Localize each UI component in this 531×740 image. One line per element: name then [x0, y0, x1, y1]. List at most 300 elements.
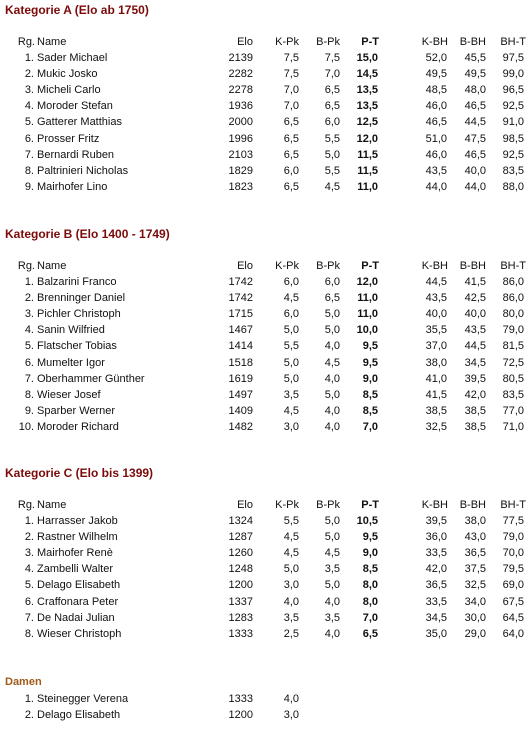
cell-name: Paltrinieri Nicholas — [37, 164, 129, 177]
cell-bbh: 41,5 — [464, 276, 486, 288]
cell-bht: 80,5 — [502, 372, 524, 385]
cell-elo: 1200 — [228, 709, 253, 722]
cell-bbh: 43,0 — [464, 531, 486, 544]
cell-bht: 99,0 — [502, 68, 524, 81]
cell-bbh: 47,5 — [464, 132, 486, 145]
column-header-elo: Elo — [237, 260, 253, 272]
cell-name: Sparber Werner — [37, 404, 116, 417]
cell-elo: 1333 — [228, 693, 253, 705]
cell-bbh: 38,5 — [464, 420, 486, 433]
cell-bbh: 49,5 — [464, 68, 486, 81]
cell-rg: 3. — [24, 84, 34, 97]
table-row — [0, 355, 531, 371]
cell-bpk: 3,5 — [324, 563, 340, 576]
cell-name: Balzarini Franco — [37, 276, 117, 288]
cell-bpk: 5,5 — [324, 132, 340, 145]
cell-bht: 81,5 — [502, 340, 524, 353]
cell-kbh: 32,5 — [425, 420, 447, 433]
cell-elo: 1518 — [228, 356, 253, 369]
cell-name: Craffonara Peter — [37, 595, 119, 608]
cell-pt: 9,5 — [362, 356, 378, 369]
cell-bpk: 5,0 — [324, 388, 340, 401]
table-row — [0, 561, 531, 577]
cell-pt: 14,5 — [356, 68, 378, 81]
cell-bbh: 38,5 — [464, 404, 486, 417]
cell-rg: 7. — [24, 611, 34, 624]
cell-name: Sader Michael — [37, 52, 108, 64]
cell-rg: 3. — [24, 308, 34, 321]
cell-bpk: 7,5 — [324, 52, 340, 64]
cell-bht: 79,0 — [502, 324, 524, 337]
cell-bht: 98,5 — [502, 132, 524, 145]
table-row — [0, 626, 531, 642]
cell-rg: 8. — [24, 627, 34, 640]
cell-bbh: 44,5 — [464, 116, 486, 129]
cell-bht: 97,5 — [502, 52, 524, 64]
cell-rg: 1. — [24, 52, 34, 64]
cell-pt: 11,5 — [357, 148, 378, 161]
cell-pt: 8,0 — [362, 595, 378, 608]
cell-bht: 64,5 — [502, 611, 524, 624]
cell-elo: 1200 — [228, 579, 253, 592]
cell-name: Prosser Fritz — [37, 132, 100, 145]
table-row — [0, 82, 531, 98]
cell-kpk: 4,5 — [283, 547, 299, 560]
cell-kbh: 37,0 — [425, 340, 447, 353]
cell-name: Mumelter Igor — [37, 356, 105, 369]
cell-rg: 8. — [24, 164, 34, 177]
table-row — [0, 545, 531, 561]
column-header-bht: BH-T — [500, 260, 526, 272]
table-row — [0, 338, 531, 354]
cell-name: Mairhofer Lino — [37, 180, 108, 193]
cell-rg: 6. — [24, 356, 34, 369]
section-heading: Kategorie C (Elo bis 1399) — [5, 466, 154, 480]
cell-rg: 5. — [24, 579, 34, 592]
cell-pt: 8,5 — [362, 404, 378, 417]
cell-bht: 86,0 — [502, 292, 524, 305]
cell-elo: 1248 — [228, 563, 253, 576]
cell-pt: 8,5 — [362, 388, 378, 401]
table-row — [0, 179, 531, 195]
cell-kbh: 35,0 — [425, 627, 447, 640]
table-row — [0, 577, 531, 593]
cell-bpk: 6,5 — [324, 84, 340, 97]
cell-pt: 12,0 — [356, 132, 378, 145]
cell-kbh: 43,5 — [425, 164, 447, 177]
cell-bht: 64,0 — [502, 627, 524, 640]
cell-kpk: 4,5 — [283, 292, 299, 305]
cell-rg: 2. — [24, 531, 34, 544]
cell-kpk: 7,5 — [283, 68, 299, 81]
cell-kbh: 33,5 — [425, 547, 447, 560]
cell-name: Delago Elisabeth — [37, 579, 121, 592]
cell-kpk: 4,5 — [283, 404, 299, 417]
table-row — [0, 419, 531, 435]
cell-name: Moroder Richard — [37, 420, 119, 433]
cell-kbh: 33,5 — [425, 595, 447, 608]
cell-bbh: 30,0 — [464, 611, 486, 624]
table-row — [0, 163, 531, 179]
cell-pt: 12,0 — [356, 276, 378, 288]
column-header-name: Name — [37, 260, 67, 272]
cell-kpk: 5,0 — [283, 372, 299, 385]
cell-pt: 9,0 — [362, 547, 378, 560]
column-header-rg: Rg. — [17, 260, 35, 272]
cell-name: Brenninger Daniel — [37, 292, 126, 305]
cell-elo: 1619 — [228, 372, 253, 385]
cell-bpk: 5,0 — [324, 148, 340, 161]
cell-bbh: 34,5 — [464, 356, 486, 369]
cell-bht: 77,0 — [502, 404, 524, 417]
column-header-bbh: B-BH — [459, 260, 486, 272]
cell-kpk: 3,0 — [283, 420, 299, 433]
cell-kbh: 36,0 — [425, 531, 447, 544]
column-header-elo: Elo — [237, 499, 253, 511]
cell-bht: 69,0 — [502, 579, 524, 592]
cell-elo: 1414 — [228, 340, 253, 353]
column-header-kbh: K-BH — [421, 260, 448, 272]
cell-elo: 1333 — [228, 627, 253, 640]
column-header-bbh: B-BH — [459, 499, 486, 511]
cell-rg: 9. — [24, 404, 34, 417]
cell-elo: 1324 — [228, 515, 253, 527]
cell-elo: 1829 — [228, 164, 253, 177]
cell-bpk: 4,0 — [324, 404, 340, 417]
table-row — [0, 322, 531, 338]
cell-kpk: 3,5 — [283, 388, 299, 401]
cell-bht: 86,0 — [502, 276, 524, 288]
cell-rg: 10. — [18, 420, 34, 433]
cell-pt: 10,0 — [356, 324, 378, 337]
cell-bht: 79,5 — [502, 563, 524, 576]
column-header-name: Name — [37, 36, 67, 48]
column-header-kpk: K-Pk — [275, 260, 299, 272]
cell-bht: 67,5 — [502, 595, 524, 608]
cell-pt: 9,5 — [362, 340, 378, 353]
cell-kbh: 38,0 — [425, 356, 447, 369]
table-row — [0, 147, 531, 163]
cell-pt: 15,0 — [356, 52, 378, 64]
cell-elo: 1467 — [228, 324, 253, 337]
table-row — [0, 131, 531, 147]
cell-elo: 1337 — [228, 595, 253, 608]
cell-bpk: 6,5 — [324, 100, 340, 113]
cell-pt: 10,5 — [356, 515, 378, 527]
cell-kbh: 43,5 — [425, 292, 447, 305]
cell-bpk: 6,0 — [324, 276, 340, 288]
cell-bbh: 38,0 — [464, 515, 486, 527]
cell-bbh: 32,5 — [464, 579, 486, 592]
cell-bpk: 6,0 — [324, 116, 340, 129]
cell-bpk: 5,0 — [324, 515, 340, 527]
cell-pt: 7,0 — [362, 420, 378, 433]
table-row — [0, 403, 531, 419]
cell-pt: 8,5 — [362, 563, 378, 576]
cell-kpk: 6,5 — [283, 132, 299, 145]
cell-kpk: 5,0 — [283, 563, 299, 576]
cell-name: Steinegger Verena — [37, 693, 129, 705]
cell-rg: 5. — [24, 116, 34, 129]
cell-bbh: 34,0 — [464, 595, 486, 608]
cell-rg: 1. — [24, 693, 34, 705]
cell-bpk: 3,5 — [324, 611, 340, 624]
cell-bbh: 39,5 — [464, 372, 486, 385]
table-row — [0, 306, 531, 322]
table-row — [0, 610, 531, 626]
damen-heading: Damen — [5, 676, 42, 688]
table-row — [0, 707, 531, 723]
cell-kbh: 48,5 — [425, 84, 447, 97]
cell-kbh: 41,5 — [425, 388, 447, 401]
cell-kbh: 34,5 — [425, 611, 447, 624]
column-header-rg: Rg. — [17, 36, 35, 48]
table-row — [0, 691, 531, 707]
cell-pt: 11,0 — [357, 180, 378, 193]
cell-name: Sanin Wilfried — [37, 324, 105, 337]
cell-bbh: 43,5 — [464, 324, 486, 337]
cell-bht: 80,0 — [502, 308, 524, 321]
cell-name: Mukic Josko — [37, 68, 98, 81]
cell-rg: 7. — [24, 148, 34, 161]
cell-bpk: 4,0 — [324, 340, 340, 353]
cell-kbh: 36,5 — [425, 579, 447, 592]
cell-kpk: 7,0 — [283, 84, 299, 97]
cell-bbh: 29,0 — [464, 627, 486, 640]
cell-bht: 77,5 — [502, 515, 524, 527]
cell-bbh: 42,0 — [464, 388, 486, 401]
cell-name: Mairhofer Renè — [37, 547, 113, 560]
cell-name: Wieser Josef — [37, 388, 101, 401]
column-header-kbh: K-BH — [421, 499, 448, 511]
column-header-bpk: B-Pk — [316, 260, 340, 272]
column-header-bpk: B-Pk — [316, 499, 340, 511]
cell-pt: 9,5 — [362, 531, 378, 544]
cell-bht: 96,5 — [502, 84, 524, 97]
cell-elo: 1283 — [228, 611, 253, 624]
cell-kpk: 2,5 — [283, 627, 299, 640]
cell-kpk: 6,5 — [283, 148, 299, 161]
cell-kpk: 6,0 — [283, 276, 299, 288]
cell-name: Oberhammer Günther — [37, 372, 145, 385]
cell-pt: 11,0 — [357, 308, 378, 321]
cell-pt: 9,0 — [362, 372, 378, 385]
cell-rg: 2. — [24, 709, 34, 722]
cell-bht: 83,5 — [502, 388, 524, 401]
column-header-pt: P-T — [361, 260, 379, 272]
cell-pt: 12,5 — [356, 116, 378, 129]
table-row — [0, 274, 531, 290]
cell-bbh: 44,5 — [464, 340, 486, 353]
table-row — [0, 98, 531, 114]
cell-kpk: 4,0 — [283, 693, 299, 705]
cell-pt: 13,5 — [356, 84, 378, 97]
cell-kbh: 51,0 — [425, 132, 447, 145]
cell-bht: 92,5 — [502, 148, 524, 161]
cell-name: Wieser Christoph — [37, 627, 122, 640]
cell-rg: 3. — [24, 547, 34, 560]
cell-elo: 1287 — [228, 531, 253, 544]
cell-bht: 72,5 — [502, 356, 524, 369]
cell-kpk: 5,5 — [283, 515, 299, 527]
cell-bpk: 4,0 — [324, 627, 340, 640]
cell-elo: 1715 — [228, 308, 253, 321]
cell-elo: 1823 — [228, 180, 253, 193]
cell-elo: 2139 — [228, 52, 253, 64]
cell-rg: 2. — [24, 292, 34, 305]
cell-bht: 91,0 — [502, 116, 524, 129]
cell-name: Delago Elisabeth — [37, 709, 121, 722]
cell-bbh: 45,5 — [464, 52, 486, 64]
cell-elo: 1936 — [228, 100, 253, 113]
cell-rg: 1. — [24, 515, 34, 527]
cell-bbh: 42,5 — [464, 292, 486, 305]
cell-kpk: 5,5 — [283, 340, 299, 353]
cell-elo: 1260 — [228, 547, 253, 560]
cell-bbh: 46,5 — [464, 100, 486, 113]
cell-kpk: 6,5 — [283, 116, 299, 129]
cell-rg: 1. — [24, 276, 34, 288]
cell-bht: 70,0 — [502, 547, 524, 560]
cell-kpk: 6,0 — [283, 308, 299, 321]
cell-rg: 5. — [24, 340, 34, 353]
cell-kpk: 6,5 — [283, 180, 299, 193]
table-header-row — [0, 34, 531, 50]
cell-pt: 7,0 — [362, 611, 378, 624]
cell-kpk: 3,0 — [283, 709, 299, 722]
cell-elo: 2282 — [228, 68, 253, 81]
cell-rg: 4. — [24, 324, 34, 337]
cell-bpk: 7,0 — [324, 68, 340, 81]
cell-kbh: 52,0 — [425, 52, 447, 64]
section-heading: Kategorie A (Elo ab 1750) — [5, 3, 149, 17]
cell-elo: 2103 — [228, 148, 253, 161]
column-header-bbh: B-BH — [459, 36, 486, 48]
cell-kbh: 38,5 — [425, 404, 447, 417]
cell-elo: 1409 — [228, 404, 253, 417]
cell-bpk: 5,0 — [324, 579, 340, 592]
cell-bpk: 4,0 — [324, 420, 340, 433]
table-row — [0, 290, 531, 306]
cell-rg: 6. — [24, 132, 34, 145]
cell-bbh: 46,5 — [464, 148, 486, 161]
cell-kpk: 4,0 — [283, 595, 299, 608]
cell-kbh: 35,5 — [425, 324, 447, 337]
cell-rg: 7. — [24, 372, 34, 385]
cell-pt: 13,5 — [356, 100, 378, 113]
cell-kpk: 4,5 — [283, 531, 299, 544]
cell-pt: 8,0 — [362, 579, 378, 592]
cell-bpk: 4,5 — [324, 180, 340, 193]
cell-rg: 2. — [24, 68, 34, 81]
cell-bbh: 36,5 — [464, 547, 486, 560]
cell-kbh: 46,0 — [425, 148, 447, 161]
cell-name: Harrasser Jakob — [37, 515, 118, 527]
column-header-bht: BH-T — [500, 499, 526, 511]
column-header-bpk: B-Pk — [316, 36, 340, 48]
cell-elo: 1742 — [228, 292, 253, 305]
cell-bbh: 40,0 — [464, 308, 486, 321]
cell-name: Gatterer Matthias — [37, 116, 122, 129]
cell-kpk: 5,0 — [283, 356, 299, 369]
cell-kbh: 40,0 — [425, 308, 447, 321]
table-row — [0, 594, 531, 610]
cell-pt: 6,5 — [362, 627, 378, 640]
cell-rg: 4. — [24, 563, 34, 576]
cell-name: Moroder Stefan — [37, 100, 113, 113]
column-header-kpk: K-Pk — [275, 36, 299, 48]
table-header-row — [0, 258, 531, 274]
cell-bpk: 4,0 — [324, 372, 340, 385]
cell-bpk: 4,5 — [324, 547, 340, 560]
cell-name: De Nadai Julian — [37, 611, 115, 624]
cell-elo: 1482 — [228, 420, 253, 433]
cell-bbh: 48,0 — [464, 84, 486, 97]
cell-kbh: 41,0 — [425, 372, 447, 385]
cell-rg: 9. — [24, 180, 34, 193]
cell-bpk: 4,0 — [324, 595, 340, 608]
cell-elo: 2000 — [228, 116, 253, 129]
section-heading: Kategorie B (Elo 1400 - 1749) — [5, 227, 170, 241]
cell-kbh: 42,0 — [425, 563, 447, 576]
cell-rg: 6. — [24, 595, 34, 608]
cell-kbh: 46,0 — [425, 100, 447, 113]
cell-elo: 1497 — [228, 388, 253, 401]
cell-kpk: 7,5 — [283, 52, 299, 64]
column-header-pt: P-T — [361, 499, 379, 511]
table-row — [0, 114, 531, 130]
cell-bpk: 5,0 — [324, 531, 340, 544]
column-header-kpk: K-Pk — [275, 499, 299, 511]
table-row — [0, 529, 531, 545]
cell-bbh: 40,0 — [464, 164, 486, 177]
table-row — [0, 513, 531, 529]
cell-elo: 2278 — [228, 84, 253, 97]
cell-rg: 8. — [24, 388, 34, 401]
cell-elo: 1742 — [228, 276, 253, 288]
column-header-bht: BH-T — [500, 36, 526, 48]
cell-name: Rastner Wilhelm — [37, 531, 118, 544]
cell-bpk: 6,5 — [324, 292, 340, 305]
table-row — [0, 66, 531, 82]
cell-bpk: 5,5 — [324, 164, 340, 177]
column-header-kbh: K-BH — [421, 36, 448, 48]
cell-kbh: 44,5 — [425, 276, 447, 288]
table-header-row — [0, 497, 531, 513]
column-header-elo: Elo — [237, 36, 253, 48]
column-header-rg: Rg. — [17, 499, 35, 511]
cell-pt: 11,5 — [357, 164, 378, 177]
cell-bbh: 37,5 — [464, 563, 486, 576]
cell-bbh: 44,0 — [464, 180, 486, 193]
cell-bpk: 5,0 — [324, 324, 340, 337]
cell-kbh: 46,5 — [425, 116, 447, 129]
cell-pt: 11,0 — [357, 292, 378, 305]
cell-bht: 71,0 — [502, 420, 524, 433]
cell-rg: 4. — [24, 100, 34, 113]
cell-bht: 83,5 — [502, 164, 524, 177]
cell-kbh: 39,5 — [425, 515, 447, 527]
cell-kpk: 3,0 — [283, 579, 299, 592]
cell-kbh: 49,5 — [425, 68, 447, 81]
cell-kbh: 44,0 — [425, 180, 447, 193]
table-row — [0, 50, 531, 66]
cell-kpk: 5,0 — [283, 324, 299, 337]
cell-elo: 1996 — [228, 132, 253, 145]
cell-bht: 79,0 — [502, 531, 524, 544]
cell-bht: 88,0 — [502, 180, 524, 193]
cell-name: Zambelli Walter — [37, 563, 113, 576]
